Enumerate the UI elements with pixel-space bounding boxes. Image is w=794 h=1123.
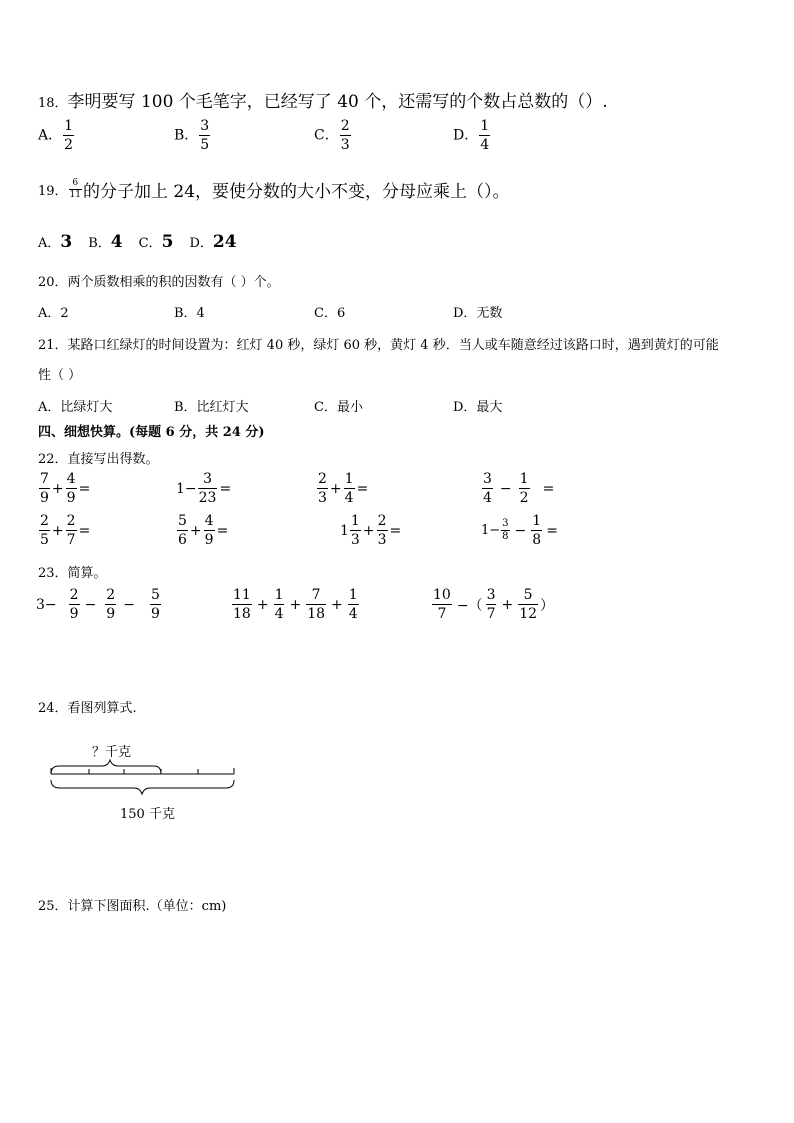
- top-label: ？千克: [92, 745, 132, 760]
- fraction: $\frac{1}{4}$: [348, 587, 358, 622]
- top-brace: [51, 760, 161, 774]
- segment-diagram: [44, 736, 244, 826]
- section-heading: 四、细想快算。(每题 6 分，共 24 分): [38, 425, 265, 440]
- fraction: $\frac{7}{9}$: [40, 471, 49, 506]
- fraction: $\frac{6}{11}$: [69, 178, 81, 200]
- q18-option-d[interactable]: D． $\frac{1}{4}$: [453, 118, 490, 153]
- q19-option-d[interactable]: D．24: [189, 232, 237, 252]
- q22-r1c1: $\frac{7}{9}$ + $\frac{4}{9}$ =: [40, 471, 91, 506]
- fraction: $\frac{1}{4}$: [344, 471, 354, 506]
- fraction: $\frac{2}{5}$: [40, 513, 49, 548]
- q23-title: 23．简算。: [38, 566, 107, 581]
- fraction: $\frac{4}{9}$: [66, 471, 76, 506]
- fraction: $\frac{5}{12}$: [519, 587, 538, 622]
- fraction: $\frac{2}{3}$: [318, 471, 327, 506]
- q22-r2c1: $\frac{2}{5}$ + $\frac{2}{7}$ =: [40, 513, 91, 548]
- q21-option-d[interactable]: D．最大: [453, 400, 503, 415]
- fraction: $\frac{5}{6}$: [178, 513, 187, 548]
- q18-option-a[interactable]: A． $\frac{1}{2}$: [38, 118, 74, 153]
- q19-options: [38, 232, 237, 252]
- fraction: $\frac{11}{18}$: [233, 587, 251, 622]
- q22-r2c4: 1− $\frac{3}{8}$ − $\frac{1}{8}$ =: [481, 513, 558, 548]
- fraction: $\frac{3}{8}$: [502, 518, 509, 542]
- q22-r2c2: $\frac{5}{6}$ + $\frac{4}{9}$ =: [178, 513, 229, 548]
- bottom-label: 150 千克: [120, 807, 175, 822]
- fraction: $\frac{2}{9}$: [69, 587, 79, 622]
- fraction: $\frac{5}{9}$: [150, 587, 160, 622]
- fraction: $\frac{1}{8}$: [532, 513, 542, 548]
- fraction: $\frac{1}{2}$: [64, 118, 74, 153]
- q21-option-c[interactable]: C．最小: [314, 400, 363, 415]
- q21-stem-line1: 21．某路口红绿灯的时间设置为：红灯 40 秒，绿灯 60 秒，黄灯 4 秒．当人或车随意经过该路口时，遇到黄灯的可能: [38, 338, 719, 353]
- q21-stem-line2: 性（ ）: [38, 368, 82, 383]
- q19-option-c[interactable]: C．5: [138, 232, 174, 252]
- fraction: $\frac{1}{4}$: [480, 118, 490, 153]
- fraction: $\frac{7}{18}$: [307, 587, 326, 622]
- fraction: $\frac{1}{2}$: [519, 471, 529, 506]
- q23-expr-3: $\frac{10}{7}$ −（ $\frac{3}{7}$ + $\frac{5}{12}$ ）: [433, 587, 555, 622]
- q22-r1c2: 1− $\frac{3}{23}$ =: [176, 471, 232, 506]
- q23-expr-2: $\frac{11}{18}$ + $\frac{1}{4}$ + $\frac{7}{18}$ + $\frac{1}{4}$: [233, 587, 358, 622]
- q18-number: 18．: [38, 96, 68, 111]
- q20-option-b[interactable]: B．4: [174, 306, 205, 321]
- q21-option-a[interactable]: A．比绿灯大: [38, 400, 113, 415]
- q22-r1c4: $\frac{3}{4}$ − $\frac{1}{2}$ =: [483, 471, 555, 506]
- q20-option-d[interactable]: D．无数: [453, 306, 503, 321]
- q20-option-a[interactable]: A．2: [38, 306, 69, 321]
- q18-option-c[interactable]: C． $\frac{2}{3}$: [314, 118, 350, 153]
- q19-option-b[interactable]: B．4: [88, 232, 123, 252]
- fraction: $\frac{2}{3}$: [377, 513, 387, 548]
- q23-expr-1: 3− $\frac{2}{9}$ − $\frac{2}{9}$ − $\frac{5}{9}$: [36, 587, 160, 622]
- q19-option-a[interactable]: A．3: [38, 232, 73, 252]
- fraction: $\frac{3}{23}$: [198, 471, 217, 506]
- q19-number: 19．: [38, 184, 68, 199]
- fraction: $\frac{10}{7}$: [433, 587, 451, 622]
- fraction: $\frac{2}{7}$: [66, 513, 76, 548]
- q22-r2c3: 1 $\frac{1}{3}$ + $\frac{2}{3}$ =: [340, 513, 402, 548]
- q18-option-b[interactable]: B． $\frac{3}{5}$: [174, 118, 210, 153]
- q18-stem: [38, 87, 608, 112]
- fraction: $\frac{4}{9}$: [204, 513, 214, 548]
- q19-stem: [38, 177, 510, 202]
- q22-title: 22．直接写出得数。: [38, 452, 159, 467]
- q21-option-b[interactable]: B．比红灯大: [174, 400, 249, 415]
- q22-r1c3: $\frac{2}{3}$ + $\frac{1}{4}$ =: [318, 471, 369, 506]
- q24-title: 24．看图列算式.: [38, 701, 137, 716]
- fraction: $\frac{3}{7}$: [486, 587, 496, 622]
- q20-stem: 20．两个质数相乘的积的因数有（ ）个。: [38, 275, 280, 290]
- bottom-brace: [51, 780, 234, 794]
- fraction: $\frac{3}{5}$: [200, 118, 210, 153]
- q18-text: 李明要写 100 个毛笔字，已经写了 40 个，还需写的个数占总数的（）.: [67, 92, 608, 112]
- fraction: $\frac{3}{4}$: [483, 471, 492, 506]
- q20-option-c[interactable]: C．6: [314, 306, 346, 321]
- fraction: $\frac{2}{9}$: [106, 587, 116, 622]
- fraction: $\frac{1}{4}$: [274, 587, 284, 622]
- fraction: $\frac{2}{3}$: [340, 118, 350, 153]
- q25-title: 25．计算下图面积.（单位：cm): [38, 899, 227, 914]
- q19-text: 的分子加上 24，要使分数的大小不变，分母应乘上（）。: [83, 182, 510, 202]
- fraction: $\frac{1}{3}$: [350, 513, 360, 548]
